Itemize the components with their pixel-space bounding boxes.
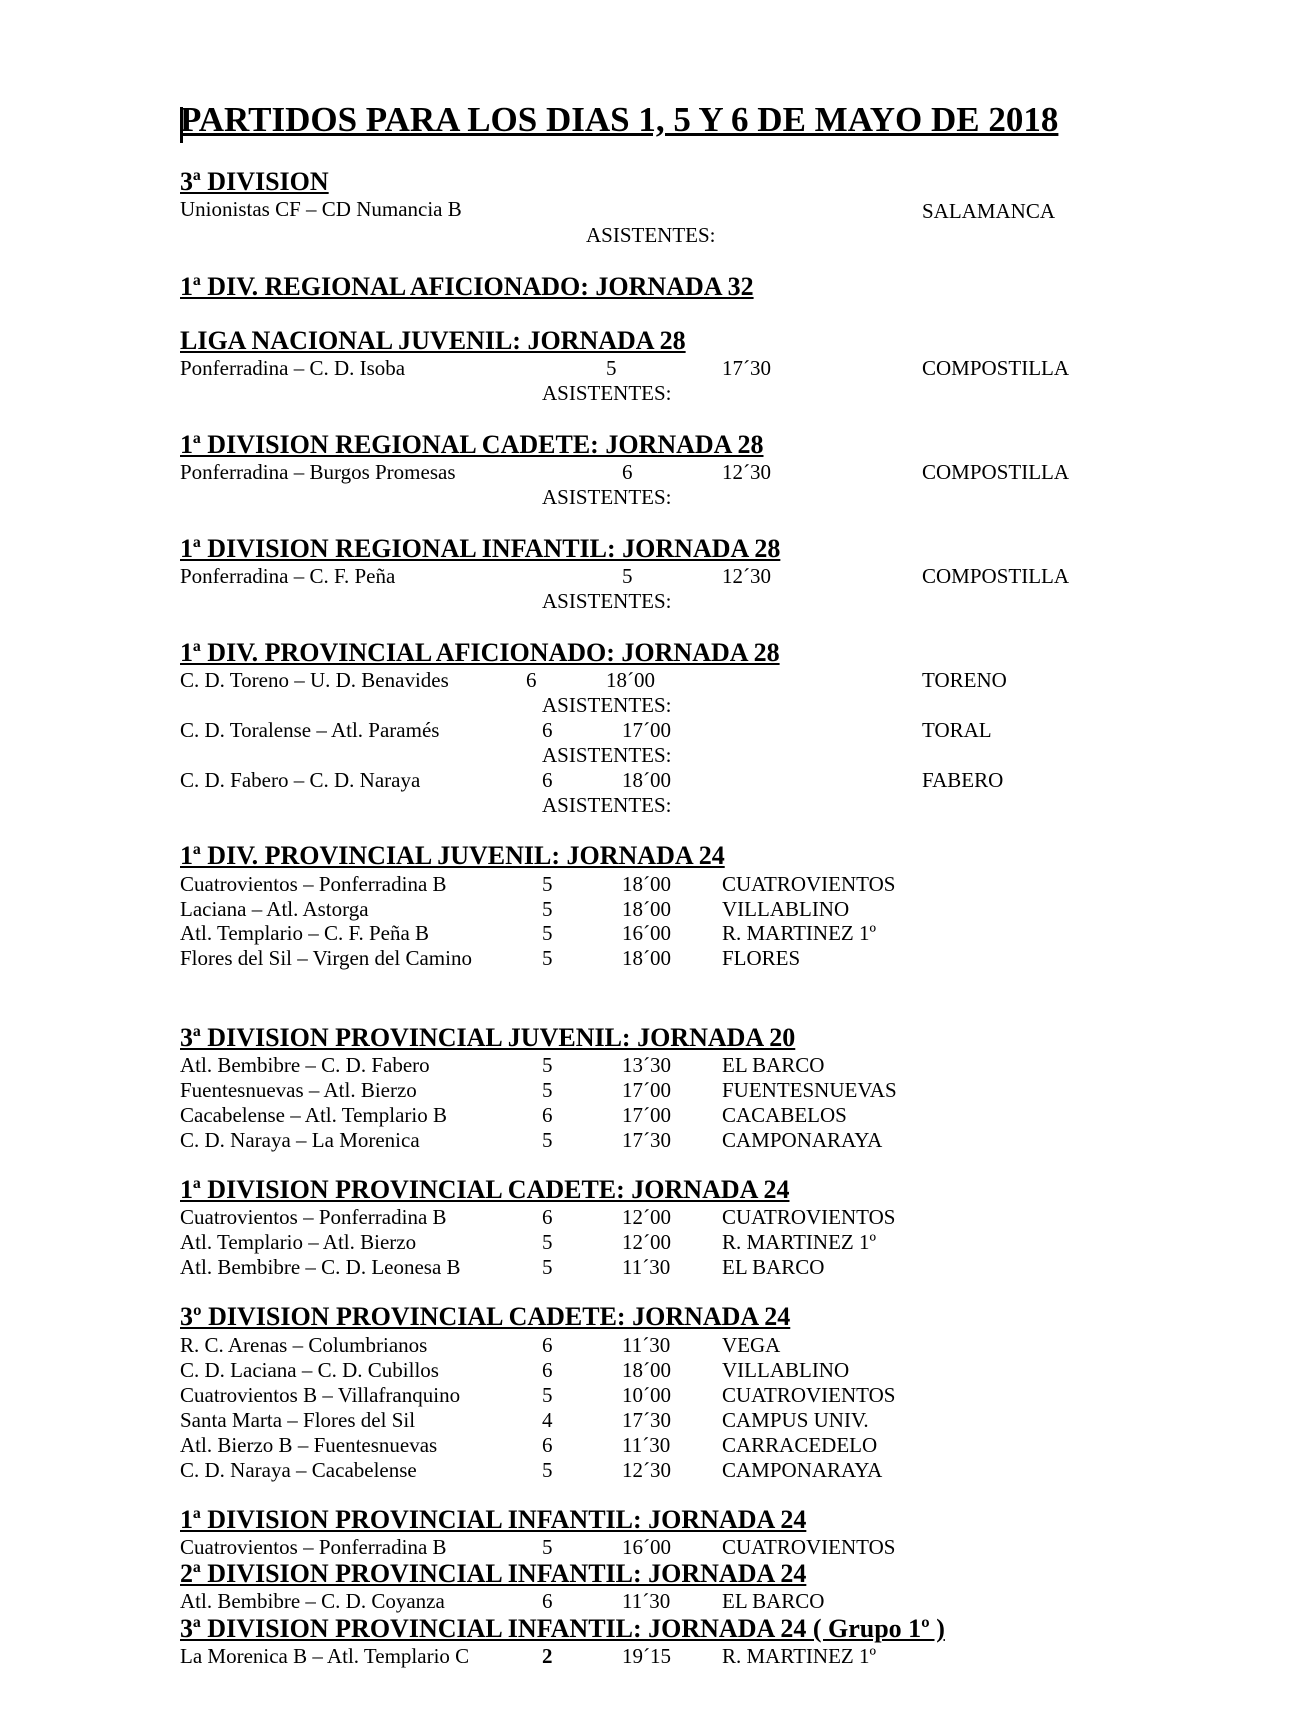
match-time: 12´00 — [622, 1230, 671, 1254]
match-teams: Cacabelense – Atl. Templario B — [180, 1103, 447, 1127]
asistentes-label: ASISTENTES: — [542, 793, 672, 817]
match-day: 5 — [622, 564, 633, 588]
match-time: 17´30 — [622, 1408, 671, 1432]
match-venue: CARRACEDELO — [722, 1433, 878, 1457]
match-time: 16´00 — [622, 1535, 671, 1559]
match-teams: C. D. Naraya – Cacabelense — [180, 1458, 417, 1482]
asistentes-label: ASISTENTES: — [586, 223, 716, 247]
match-time: 16´00 — [622, 921, 671, 945]
match-day: 5 — [542, 1053, 553, 1077]
match-time: 11´30 — [622, 1255, 671, 1279]
match-time: 18´00 — [622, 872, 671, 896]
match-time: 17´30 — [622, 1128, 671, 1152]
match-day: 5 — [542, 897, 553, 921]
asistentes-label: ASISTENTES: — [542, 485, 672, 509]
match-teams: R. C. Arenas – Columbrianos — [180, 1333, 428, 1357]
match-time: 17´00 — [622, 1103, 671, 1127]
match-day: 5 — [542, 872, 553, 896]
match-time: 12´30 — [722, 460, 771, 484]
match-venue: R. MARTINEZ 1º — [722, 921, 876, 945]
match-time: 12´30 — [722, 564, 771, 588]
match-day: 5 — [542, 1078, 553, 1102]
match-time: 11´30 — [622, 1433, 671, 1457]
match-venue: CAMPONARAYA — [722, 1458, 883, 1482]
match-venue: CAMPONARAYA — [722, 1128, 883, 1152]
match-time: 18´00 — [622, 768, 671, 792]
match-day: 6 — [542, 1103, 553, 1127]
match-teams: C. D. Toreno – U. D. Benavides — [180, 668, 449, 692]
match-teams: Unionistas CF – CD Numancia B — [180, 197, 462, 221]
match-teams: Cuatrovientos – Ponferradina B — [180, 1535, 447, 1559]
match-day: 5 — [542, 921, 553, 945]
match-time: 18´00 — [622, 1358, 671, 1382]
match-day: 6 — [542, 718, 553, 742]
match-day: 5 — [542, 1535, 553, 1559]
match-teams: La Morenica B – Atl. Templario C — [180, 1644, 470, 1668]
match-teams: Ponferradina – Burgos Promesas — [180, 460, 456, 484]
match-venue: FUENTESNUEVAS — [722, 1078, 897, 1102]
section-heading: 3ª DIVISION PROVINCIAL INFANTIL: JORNADA 24 ( Grupo 1º ) — [180, 1614, 945, 1643]
match-time: 17´00 — [622, 1078, 671, 1102]
match-teams: Atl. Bembibre – C. D. Leonesa B — [180, 1255, 461, 1279]
match-venue: VILLABLINO — [722, 897, 850, 921]
match-venue: CAMPUS UNIV. — [722, 1408, 869, 1432]
match-venue: COMPOSTILLA — [922, 356, 1070, 380]
match-teams: Laciana – Atl. Astorga — [180, 897, 369, 921]
match-teams: Atl. Bembibre – C. D. Fabero — [180, 1053, 430, 1077]
match-venue: VEGA — [722, 1333, 781, 1357]
match-teams: Cuatrovientos B – Villafranquino — [180, 1383, 461, 1407]
match-teams: C. D. Fabero – C. D. Naraya — [180, 768, 421, 792]
page-title: PARTIDOS PARA LOS DIAS 1, 5 Y 6 DE MAYO DE 2018 — [180, 100, 1059, 139]
match-venue: FABERO — [922, 768, 1004, 792]
match-venue: R. MARTINEZ 1º — [722, 1230, 876, 1254]
match-day: 5 — [606, 356, 617, 380]
match-venue: CUATROVIENTOS — [722, 872, 896, 896]
match-time: 13´30 — [622, 1053, 671, 1077]
match-day: 5 — [542, 1128, 553, 1152]
match-day: 6 — [542, 1333, 553, 1357]
section-heading: 2ª DIVISION PROVINCIAL INFANTIL: JORNADA 24 — [180, 1559, 807, 1588]
asistentes-label: ASISTENTES: — [542, 381, 672, 405]
match-time: 18´00 — [622, 946, 671, 970]
match-teams: Santa Marta – Flores del Sil — [180, 1408, 416, 1432]
match-venue: TORAL — [922, 718, 992, 742]
match-time: 10´00 — [622, 1383, 671, 1407]
match-time: 19´15 — [622, 1644, 671, 1668]
asistentes-label: ASISTENTES: — [542, 589, 672, 613]
match-teams: Cuatrovientos – Ponferradina B — [180, 1205, 447, 1229]
match-time: 12´30 — [622, 1458, 671, 1482]
match-venue: FLORES — [722, 946, 801, 970]
match-teams: Cuatrovientos – Ponferradina B — [180, 872, 447, 896]
match-venue: COMPOSTILLA — [922, 460, 1070, 484]
section-heading: 3ª DIVISION PROVINCIAL JUVENIL: JORNADA 20 — [180, 1023, 796, 1052]
section-heading: 1ª DIVISION PROVINCIAL CADETE: JORNADA 24 — [180, 1175, 790, 1204]
match-teams: Atl. Templario – Atl. Bierzo — [180, 1230, 417, 1254]
match-venue: CACABELOS — [722, 1103, 847, 1127]
match-time: 18´00 — [606, 668, 655, 692]
match-day: 6 — [526, 668, 537, 692]
match-teams: C. D. Laciana – C. D. Cubillos — [180, 1358, 439, 1382]
match-venue: VILLABLINO — [722, 1358, 850, 1382]
asistentes-label: ASISTENTES: — [542, 693, 672, 717]
section-heading: 1ª DIVISION REGIONAL INFANTIL: JORNADA 28 — [180, 534, 781, 563]
match-day: 6 — [542, 768, 553, 792]
match-teams: C. D. Toralense – Atl. Paramés — [180, 718, 440, 742]
match-day: 6 — [542, 1589, 553, 1613]
match-teams: Atl. Templario – C. F. Peña B — [180, 921, 430, 945]
match-time: 11´30 — [622, 1589, 671, 1613]
match-venue: CUATROVIENTOS — [722, 1205, 896, 1229]
match-teams: Ponferradina – C. D. Isoba — [180, 356, 406, 380]
match-time: 17´00 — [622, 718, 671, 742]
match-venue: EL BARCO — [722, 1589, 825, 1613]
section-heading: 3º DIVISION PROVINCIAL CADETE: JORNADA 24 — [180, 1302, 791, 1331]
section-heading: 1ª DIVISION REGIONAL CADETE: JORNADA 28 — [180, 430, 764, 459]
match-time: 12´00 — [622, 1205, 671, 1229]
match-day: 6 — [542, 1358, 553, 1382]
match-venue: TORENO — [922, 668, 1007, 692]
section-heading: 1ª DIV. REGIONAL AFICIONADO: JORNADA 32 — [180, 272, 754, 301]
match-teams: C. D. Naraya – La Morenica — [180, 1128, 420, 1152]
match-day: 6 — [542, 1433, 553, 1457]
match-day: 5 — [542, 1458, 553, 1482]
match-venue: EL BARCO — [722, 1053, 825, 1077]
match-day: 5 — [542, 1255, 553, 1279]
match-day: 2 — [542, 1644, 553, 1668]
match-day: 4 — [542, 1408, 553, 1432]
match-day: 5 — [542, 1383, 553, 1407]
match-time: 17´30 — [722, 356, 771, 380]
match-day: 5 — [542, 946, 553, 970]
section-heading: 1ª DIVISION PROVINCIAL INFANTIL: JORNADA 24 — [180, 1505, 807, 1534]
match-teams: Fuentesnuevas – Atl. Bierzo — [180, 1078, 417, 1102]
match-teams: Atl. Bembibre – C. D. Coyanza — [180, 1589, 445, 1613]
asistentes-label: ASISTENTES: — [542, 743, 672, 767]
match-venue: CUATROVIENTOS — [722, 1383, 896, 1407]
match-day: 5 — [542, 1230, 553, 1254]
match-day: 6 — [622, 460, 633, 484]
match-venue: CUATROVIENTOS — [722, 1535, 896, 1559]
section-heading: 1ª DIV. PROVINCIAL JUVENIL: JORNADA 24 — [180, 841, 725, 870]
match-teams: Atl. Bierzo B – Fuentesnuevas — [180, 1433, 438, 1457]
match-venue: EL BARCO — [722, 1255, 825, 1279]
match-teams: Ponferradina – C. F. Peña — [180, 564, 396, 588]
match-day: 6 — [542, 1205, 553, 1229]
match-venue: COMPOSTILLA — [922, 564, 1070, 588]
match-venue: R. MARTINEZ 1º — [722, 1644, 876, 1668]
section-heading: 3ª DIVISION — [180, 167, 329, 196]
match-time: 11´30 — [622, 1333, 671, 1357]
section-heading: 1ª DIV. PROVINCIAL AFICIONADO: JORNADA 28 — [180, 638, 780, 667]
match-time: 18´00 — [622, 897, 671, 921]
match-venue: SALAMANCA — [922, 199, 1056, 223]
match-teams: Flores del Sil – Virgen del Camino — [180, 946, 472, 970]
section-heading: LIGA NACIONAL JUVENIL: JORNADA 28 — [180, 326, 686, 355]
